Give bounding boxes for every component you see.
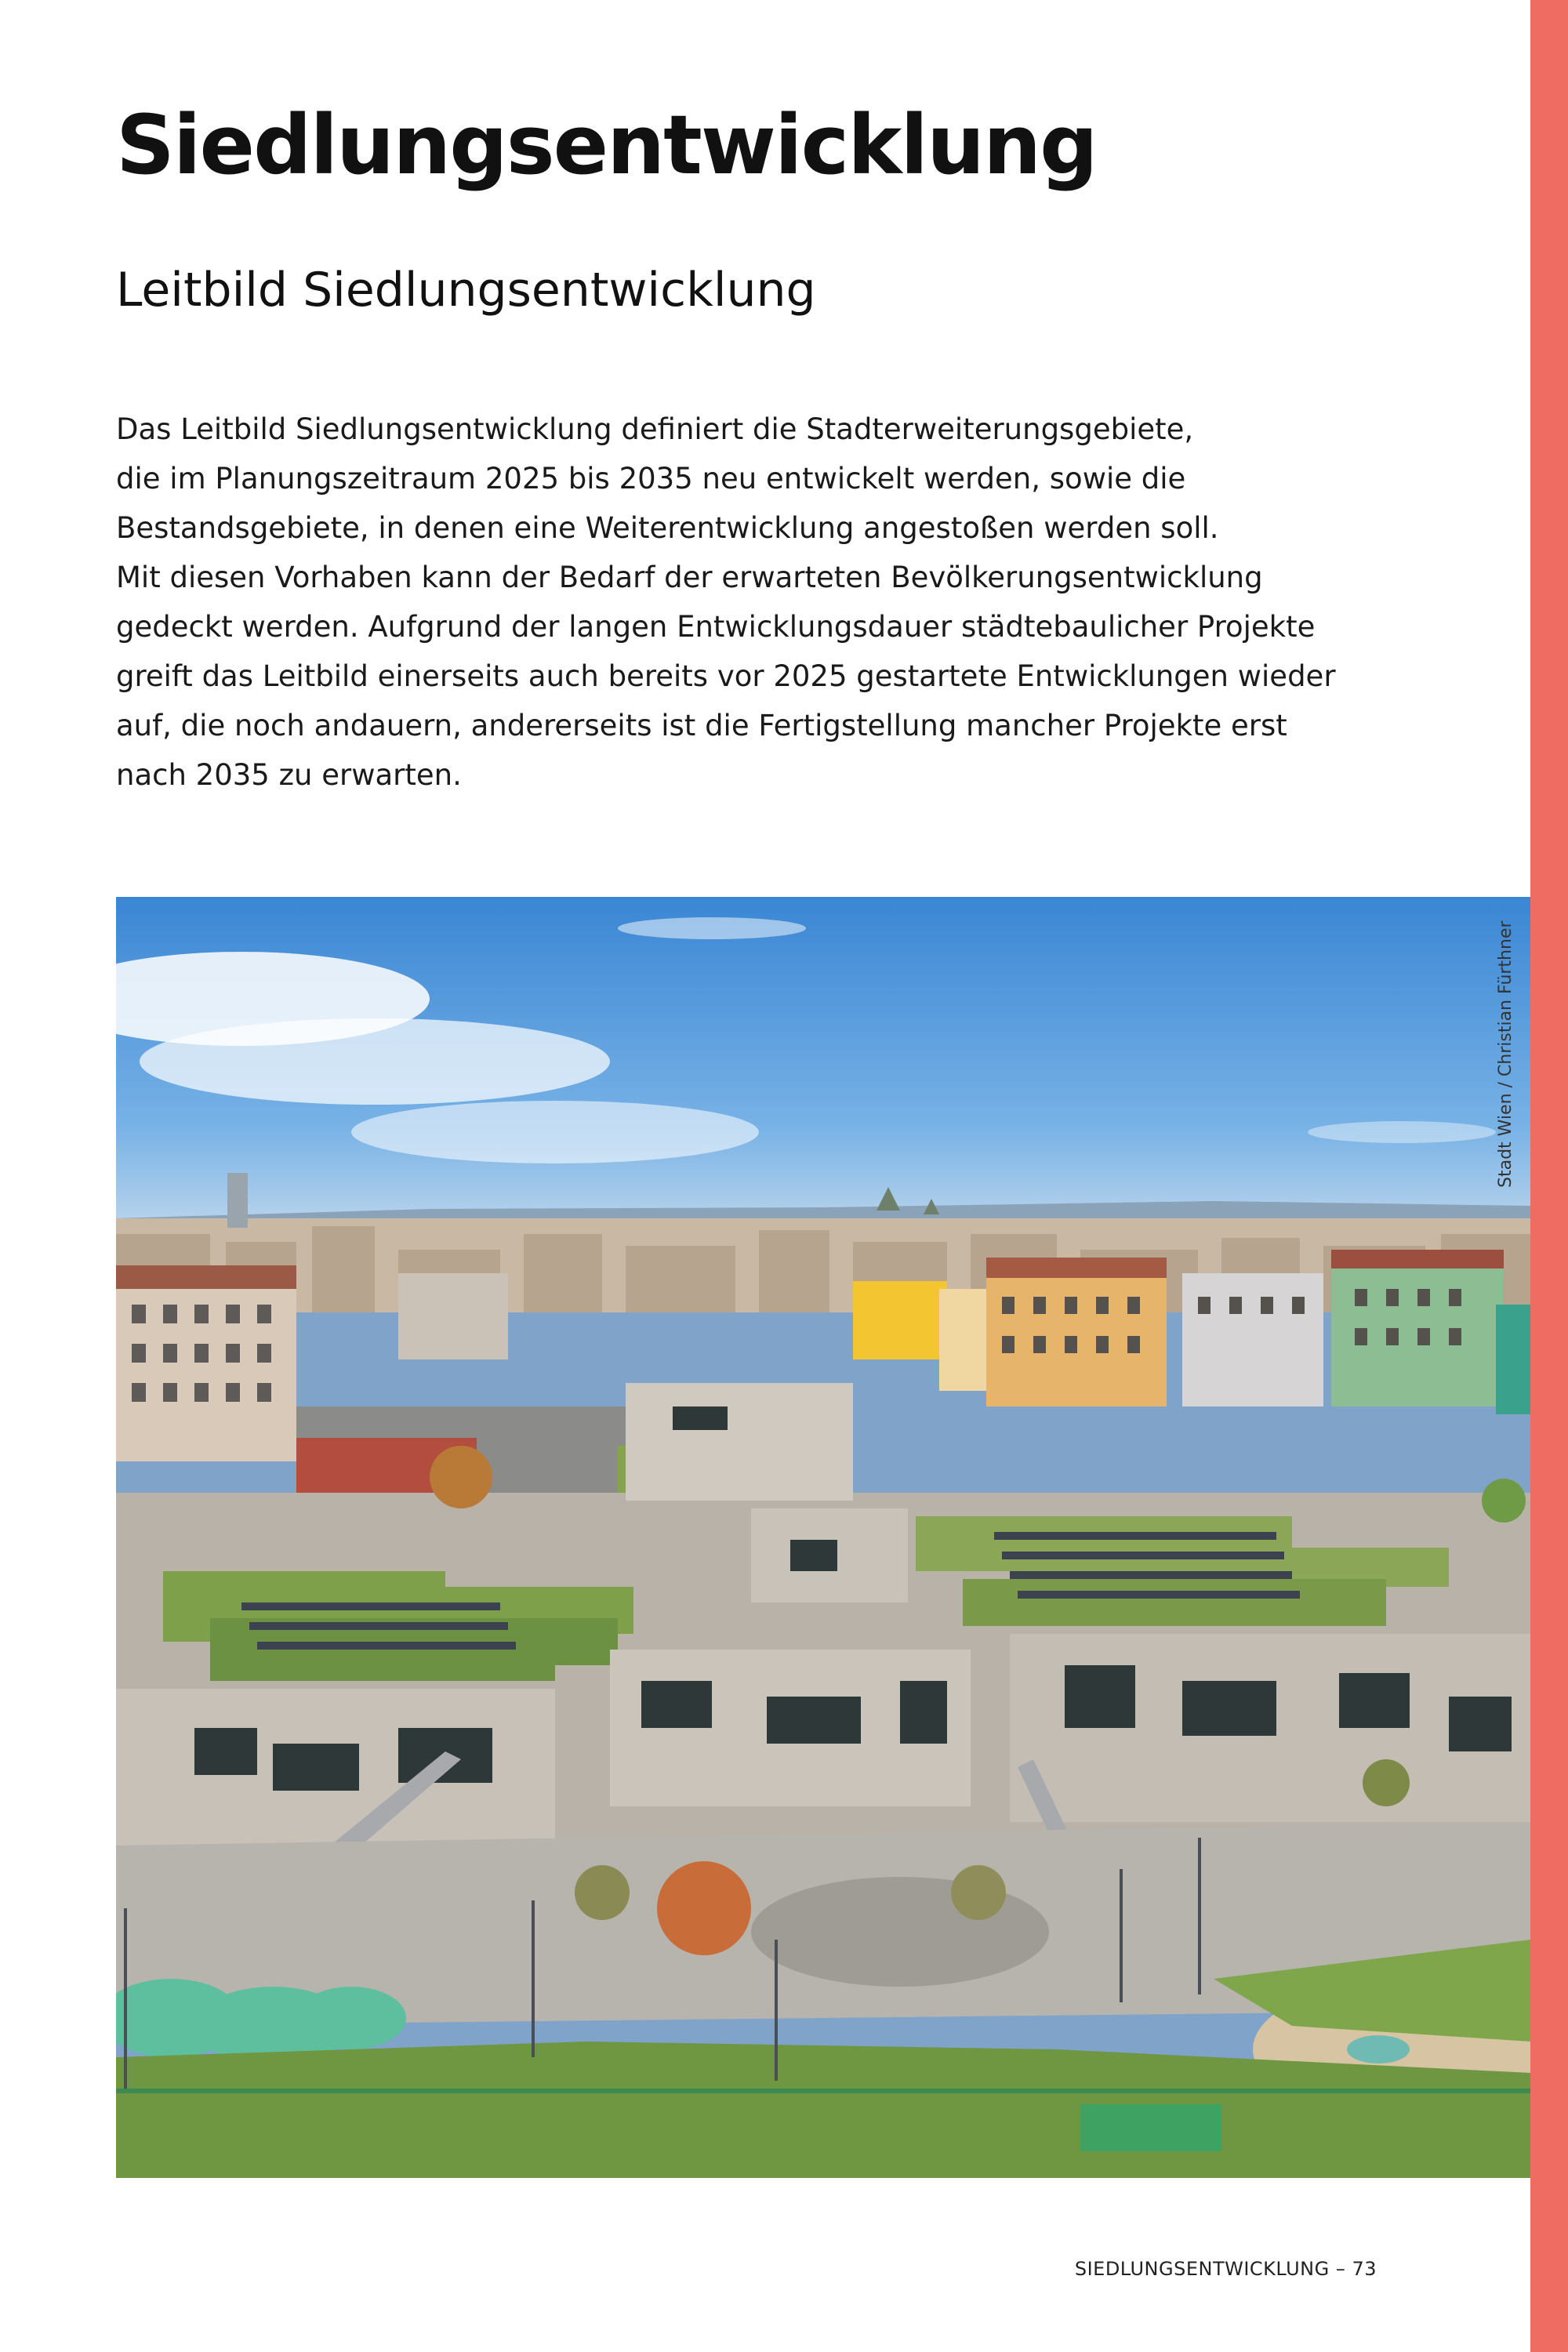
- body-line: auf, die noch andauern, andererseits ist die Fertigstellung mancher Projekte erst: [116, 709, 1287, 742]
- aerial-photo-settlement: [116, 897, 1530, 2178]
- body-line: die im Planungszeitraum 2025 bis 2035 neu entwickelt werden, sowie die: [116, 462, 1186, 495]
- body-line: Mit diesen Vorhaben kann der Bedarf der erwarteten Bevölkerungsentwicklung: [116, 561, 1263, 594]
- body-line: greift das Leitbild einerseits auch bereits vor 2025 gestartete Entwicklungen wieder: [116, 659, 1336, 693]
- body-line: gedeckt werden. Aufgrund der langen Entwicklungsdauer städtebaulicher Projekte: [116, 610, 1316, 644]
- body-line: Bestandsgebiete, in denen eine Weiterentwicklung angestoßen werden soll.: [116, 511, 1219, 545]
- page-title: Siedlungsentwicklung: [116, 97, 1097, 193]
- body-line: nach 2035 zu erwarten.: [116, 758, 462, 792]
- body-line: Das Leitbild Siedlungsentwicklung definiert die Stadterweiterungsgebiete,: [116, 412, 1194, 446]
- body-paragraph: [116, 405, 1449, 800]
- photo-credit-text: Stadt Wien / Christian Fürthner: [1496, 920, 1515, 1188]
- page-footer: SIEDLUNGSENTWICKLUNG – 73: [1074, 2258, 1377, 2280]
- section-subtitle: Leitbild Siedlungsentwicklung: [116, 263, 816, 318]
- accent-side-band: [1530, 0, 1568, 2352]
